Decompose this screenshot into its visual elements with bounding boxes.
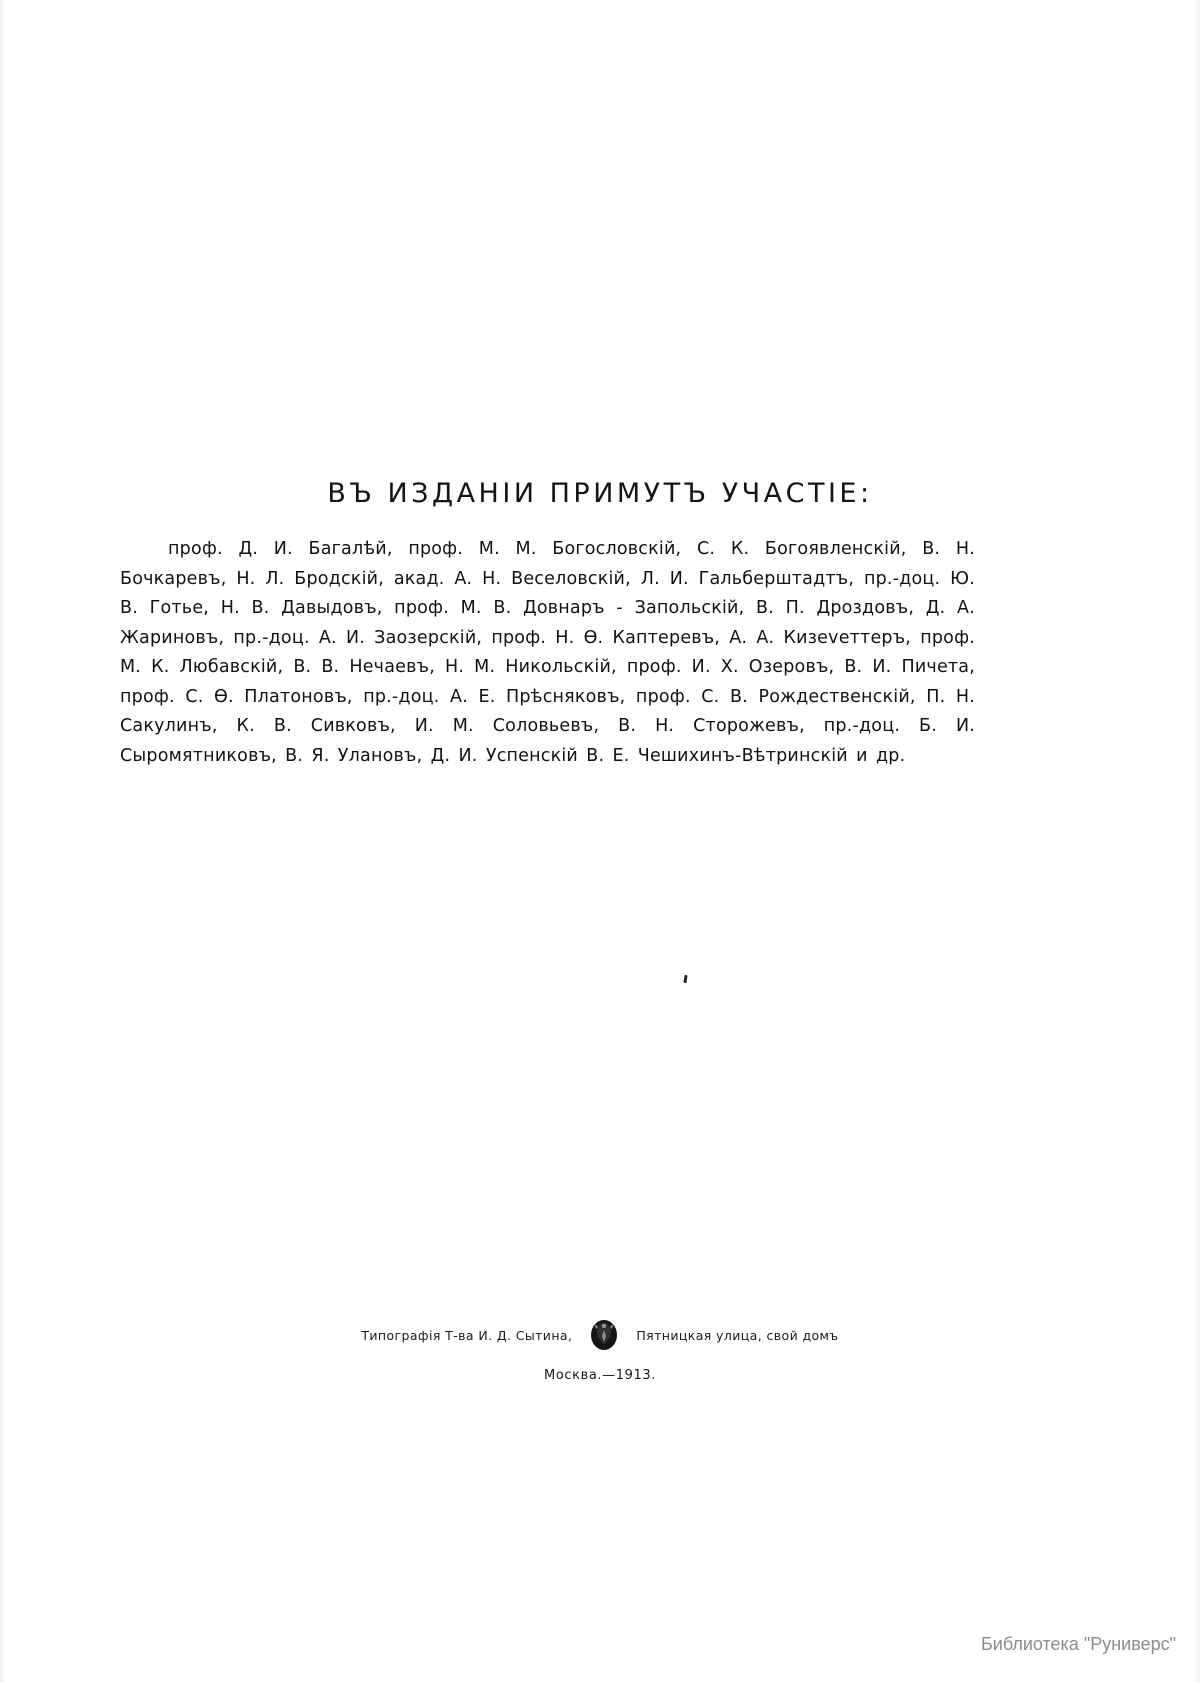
library-watermark: Библиотека "Руниверс" xyxy=(980,1634,1176,1654)
contributors-paragraph: проф. Д. И. Багалѣй, проф. М. М. Богословскiй, С. К. Богоявленскiй, В. Н. Бочкаревъ, Н. Л. Бродскiй, акад. А. Н. Веселовскiй, Л. И. Гальберштадтъ, пр.-доц. Ю. В. Готье, Н. В. Давыдовъ, проф. М. В. Довнаръ - Запольскiй, В. П. Дроздовъ, Д. А. Жариновъ, пр.-доц. А. И. Заозерскiй, проф. Н. Ѳ. Каптеревъ, А. А. Кизеveттеръ, проф. М. К. Любавскiй, В. В. Нечаевъ, Н. М. Никольскiй, проф. И. Х. Озеровъ, В. И. Пичета, проф. С. Ѳ. Платоновъ, пр.-доц. А. Е. Прѣсняковъ, проф. С. В. Рождественскiй, П. Н. Сакулинъ, К. В. Сивковъ, И. М. Соловьевъ, В. Н. Сторожевъ, пр.-доц. Б. И. Сыромятниковъ, В. Я. Улановъ, Д. И. Успенскiй В. Е. Чешихинъ-Вѣтринскiй и др. xyxy=(120,539,975,766)
imprint-block xyxy=(0,1318,1200,1383)
printer-address: Пятницкая улица, свой домъ xyxy=(636,1327,839,1343)
imprint-line xyxy=(0,1318,1200,1352)
imprint-city-year: Москва.—1913. xyxy=(544,1368,656,1383)
printer-name: Типографiя Т-ва И. Д. Сытина, xyxy=(361,1327,573,1343)
ornament-dot xyxy=(683,975,687,983)
scan-edge-left xyxy=(0,0,6,1683)
double-headed-eagle-emblem xyxy=(588,1318,620,1352)
scan-edge-right xyxy=(1194,0,1200,1683)
page-title: ВЪ ИЗДАНIИ ПРИМУТЪ УЧАСТIЕ: xyxy=(327,478,873,509)
